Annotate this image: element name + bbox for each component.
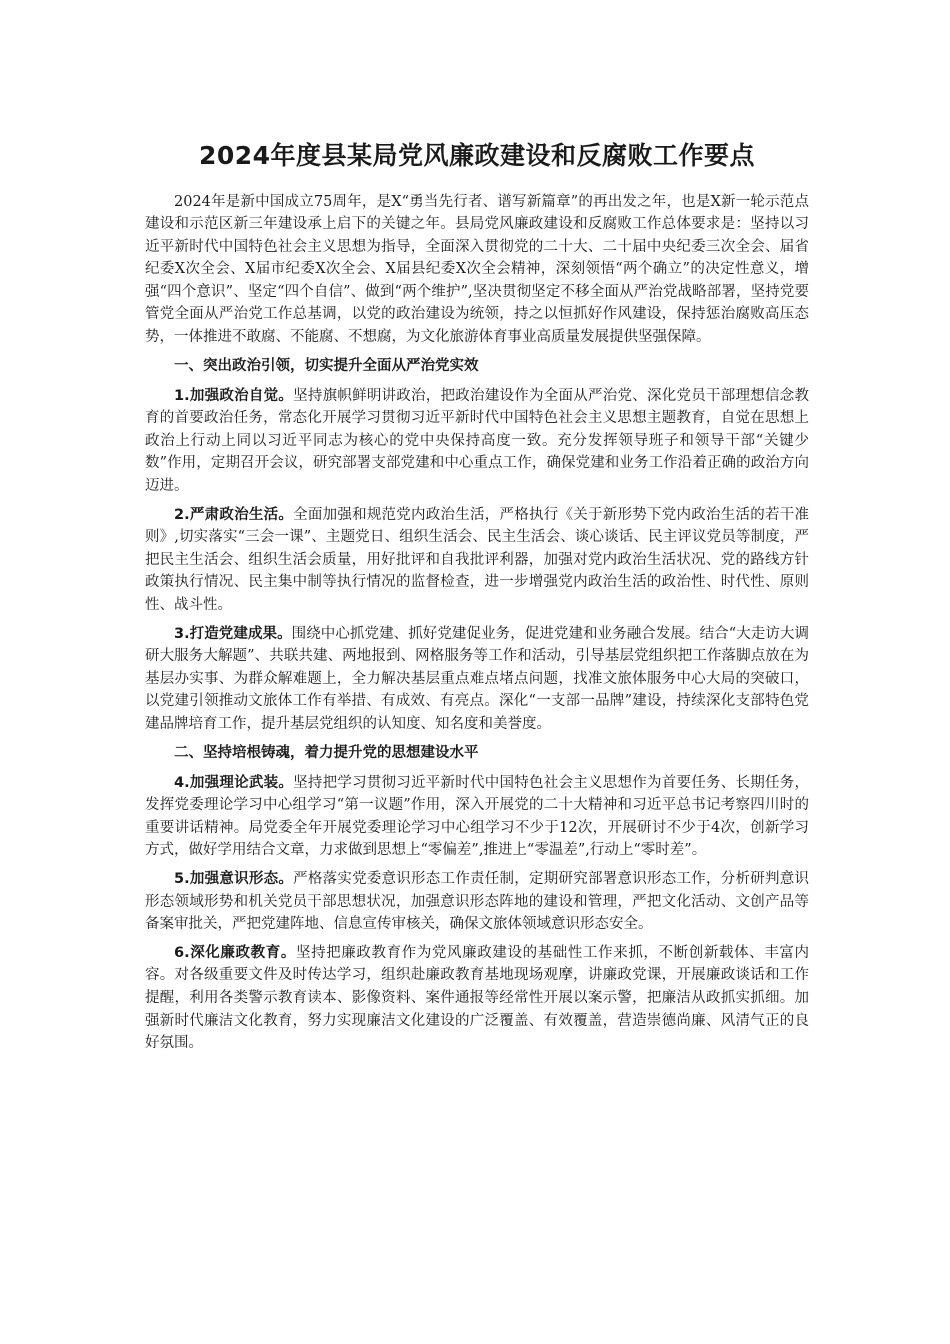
item-lead: 5.加强意识形态。: [174, 870, 294, 887]
item-lead: 4.加强理论武装。: [174, 774, 294, 791]
item-text: 坚持把学习贯彻习近平新时代中国特色社会主义思想作为首要任务、长期任务，发挥党委理论学习中心组学习“第一议题”作用，深入开展党的二十大精神和习近平总书记考察四川时的重要讲话精神。局党委全年开展党委理论学习中心组学习不少于12次，开展研讨不少于4次，创新学习方式，做好学用结合文章，力求做到思想上“零偏差”,推进上“零温差”,行动上“零时差”。: [145, 774, 809, 859]
list-item: [145, 385, 809, 498]
list-item: [145, 504, 809, 617]
list-item: [145, 623, 809, 736]
list-item: [145, 772, 809, 862]
list-item: [145, 942, 809, 1055]
item-lead: 3.打造党建成果。: [174, 625, 292, 642]
item-lead: 1.加强政治自觉。: [174, 387, 294, 404]
item-text: 全面加强和规范党内政治生活，严格执行《关于新形势下党内政治生活的若干准则》,切实落实“三会一课”、主题党日、组织生活会、民主生活会、谈心谈话、民主评议党员等制度，严把民主生活会、组织生活会质量，用好批评和自我批评利器，加强对党内政治生活状况、党的路线方针政策执行情况、民主集中制等执行情况的监督检查，进一步增强党内政治生活的政治性、时代性、原则性、战斗性。: [145, 506, 809, 613]
item-text: 坚持旗帜鲜明讲政治，把政治建设作为全面从严治党、深化党员干部理想信念教育的首要政治任务，常态化开展学习贯彻习近平新时代中国特色社会主义思想主题教育，自觉在思想上政治上行动上同以习近平同志为核心的党中央保持高度一致。充分发挥领导班子和领导干部“关键少数”作用，定期召开会议，研究部署支部党建和中心重点工作，确保党建和业务工作沿着正确的政治方向迈进。: [145, 387, 809, 495]
item-text: 围绕中心抓党建、抓好党建促业务，促进党建和业务融合发展。结合“大走访大调研大服务大解题”、共联共建、两地报到、网格服务等工作和活动，引导基层党组织把工作落脚点放在为基层办实事、为群众解难题上，全力解决基层重点难点堵点问题，找准文旅体服务中心大局的突破口，以党建引领推动文旅体工作有举措、有成效、有亮点。深化“一支部一品牌”建设，持续深化支部特色党建品牌培育工作，提升基层党组织的认知度、知名度和美誉度。: [145, 625, 809, 732]
section-heading: 二、坚持培根铸魂，着力提升党的思想建设水平: [174, 744, 479, 761]
item-lead: 2.严肃政治生活。: [174, 506, 294, 523]
item-text: 坚持把廉政教育作为党风廉政建设的基础性工作来抓，不断创新载体、丰富内容。对各级重要文件及时传达学习，组织赴廉政教育基地现场观摩，讲廉政党课，开展廉政谈话和工作提醒，利用各类警示教育读本、影像资料、案件通报等经常性开展以案示警，把廉洁从政抓实抓细。加强新时代廉洁文化教育，努力实现廉洁文化建设的广泛覆盖、有效覆盖，营造崇德尚廉、风清气正的良好氛围。: [145, 944, 809, 1052]
document-page: [145, 140, 809, 1061]
item-lead: 6.深化廉政教育。: [174, 944, 296, 961]
list-item: [145, 868, 809, 936]
section-heading: 一、突出政治引领，切实提升全面从严治党实效: [174, 357, 479, 374]
intro-paragraph: 2024年是新中国成立75周年，是X“勇当先行者、谱写新篇章”的再出发之年，也是X新一轮示范点建设和示范区新三年建设承上启下的关键之年。县局党风廉政建设和反腐败工作总体要求是：坚持以习近平新时代中国特色社会主义思想为指导，全面深入贯彻党的二十大、二十届中央纪委三次全会、届省纪委X次全会、X届市纪委X次全会、X届县纪委X次全会精神，深刻领悟“两个确立”的决定性意义，增强“四个意识”、坚定“四个自信”、做到“两个维护”,坚决贯彻坚定不移全面从严治党战略部署，坚持党要管党全面从严治党工作总基调，以党的政治建设为统领，持之以恒抓好作风建设，保持惩治腐败高压态势，一体推进不敢腐、不能腐、不想腐，为文化旅游体育事业高质量发展提供坚强保障。: [145, 193, 809, 346]
item-text: 严格落实党委意识形态工作责任制，定期研究部署意识形态工作，分析研判意识形态领域形势和机关党员干部思想状况，加强意识形态阵地的建设和管理，严把文化活动、文创产品等备案审批关，严把党建阵地、信息宣传审核关，确保文旅体领域意识形态安全。: [145, 870, 809, 933]
document-title: 2024年度县某局党风廉政建设和反腐败工作要点: [198, 141, 756, 170]
